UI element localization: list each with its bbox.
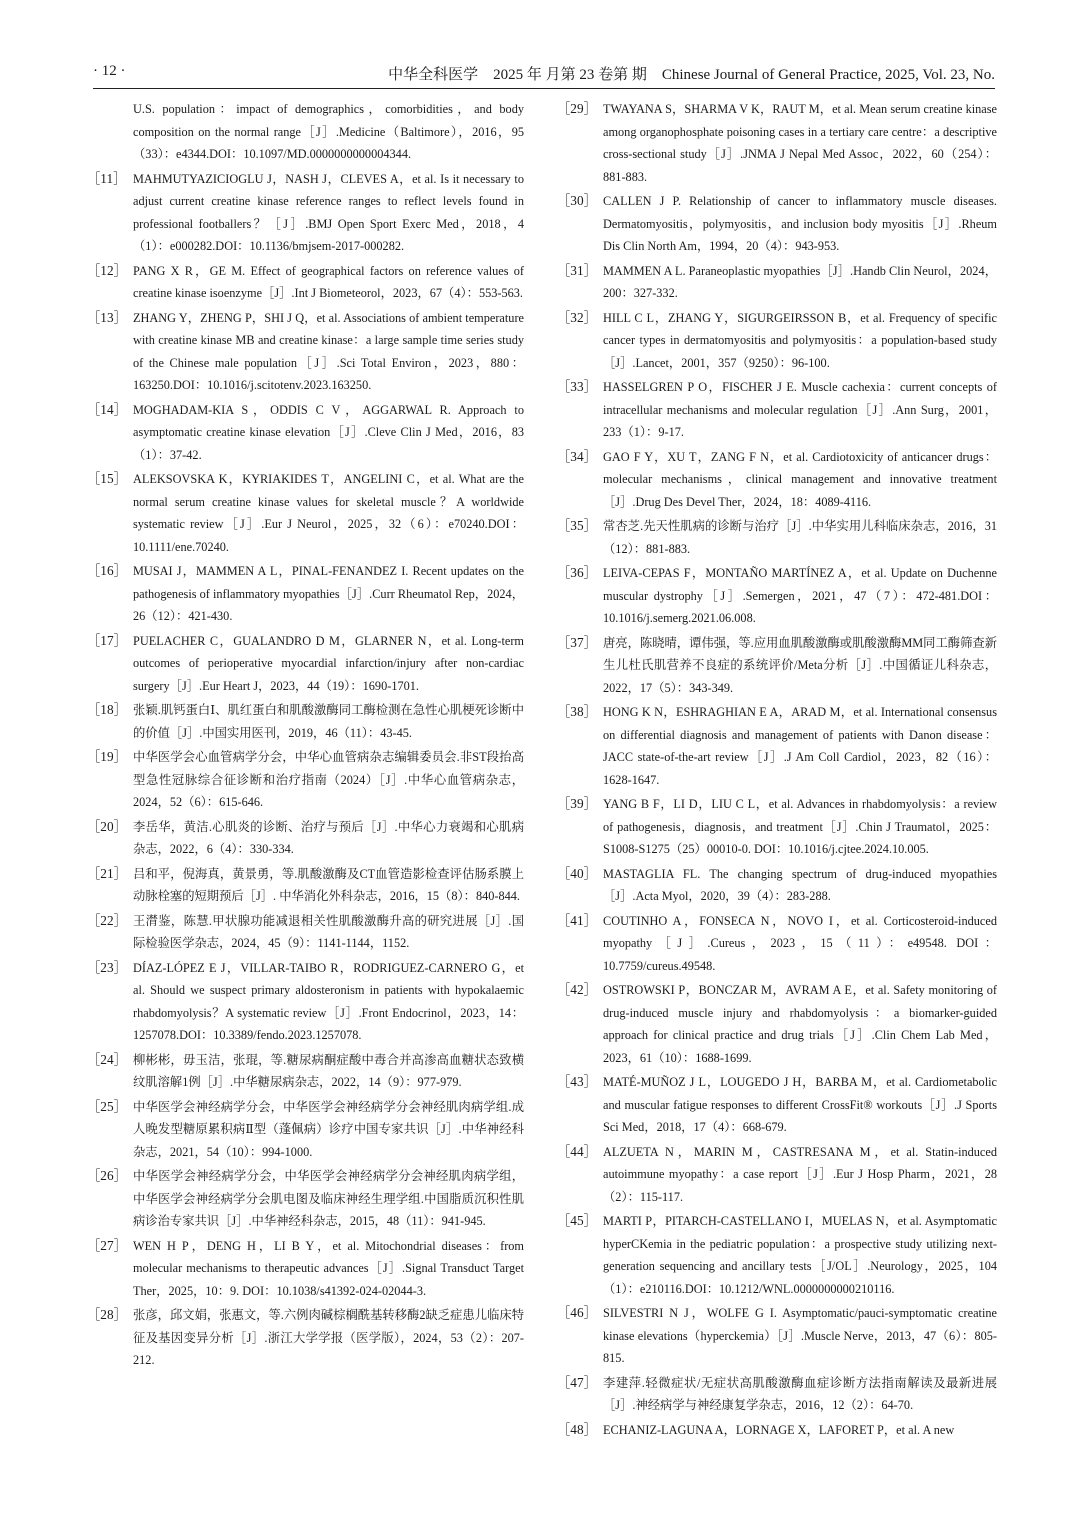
reference-entry <box>87 468 524 558</box>
reference-number: ［24］ <box>87 1051 127 1067</box>
reference-number: ［12］ <box>87 262 127 278</box>
reference-entry <box>557 1210 997 1300</box>
reference-number: ［19］ <box>87 749 127 764</box>
reference-entry <box>87 1165 524 1233</box>
reference-number: ［28］ <box>87 1307 127 1322</box>
reference-number: ［25］ <box>87 1098 127 1114</box>
reference-text: U.S. population：impact of demographics，comorbidities，and body composition on the normal range［J］.Medicine（Baltimore），2016，95（33）：e4344.DOI：10.1097/MD.0000000000004344. <box>133 102 524 161</box>
reference-number: ［40］ <box>557 865 597 881</box>
reference-text: HONG K N，ESHRAGHIAN E A，ARAD M，et al. International consensus on differential diagnosis and management of patients with Danon disease：JACC state-of-the-art review［J］.J Am Coll Cardiol，2023，82（16）：1628-1647. <box>603 705 997 787</box>
reference-text: LEIVA-CEPAS F，MONTAÑO MARTÍNEZ A，et al. Update on Duchenne muscular dystrophy［J］.Semergen，2021，47（7）：472-481.DOI：10.1016/j.semerg.2021.06.008. <box>603 566 997 625</box>
reference-text: HASSELGREN P O，FISCHER J E. Muscle cachexia：current concepts of intracellular mechanisms and molecular regulation［J］.Ann Surg，2001，233（1）：9-17. <box>603 380 997 439</box>
reference-entry <box>87 863 524 908</box>
reference-text: PANG X R，GE M. Effect of geographical factors on reference values of creatine kinase isoenzyme［J］.Int J Biometeorol，2023，67（4）：553-563. <box>133 263 524 300</box>
reference-text: WEN H P，DENG H，LI B Y，et al. Mitochondrial diseases：from molecular mechanisms to therapeutic advances［J］.Signal Transduct Target Ther，2025，10：9. DOI：10.1038/s41392-024-02044-3. <box>133 1238 524 1298</box>
page-header <box>93 62 995 89</box>
reference-text: YANG B F，LI D，LIU C L，et al. Advances in rhabdomyolysis：a review of pathogenesis，diagnosis，and treatment［J］.Chin J Traumatol，2025：S1008-S1275（25）00010-0. DOI：10.1016/j.cjtee.2024.10.005. <box>603 797 997 856</box>
reference-text: ECHANIZ-LAGUNA A，LORNAGE X，LAFORET P，et al. A new <box>603 1422 955 1437</box>
reference-number: ［14］ <box>87 401 127 417</box>
reference-text: ZHANG Y，ZHENG P，SHI J Q，et al. Associations of ambient temperature with creatine kinase MB and creatine kinase：a large sample time series study of the Chinese male population［J］.Sci Total Environ，2023，880：163250.DOI：10.1016/j.scitotenv.2023.163250. <box>133 310 524 392</box>
reference-entry <box>87 260 524 305</box>
reference-entry <box>557 632 997 700</box>
reference-number: ［35］ <box>557 518 597 533</box>
reference-text: 柳彬彬，毋玉洁，张琨，等.糖尿病酮症酸中毒合并高渗高血糖状态致横纹肌溶解1例［J］.中华糖尿病杂志，2022，14（9）：977-979. <box>133 1052 524 1089</box>
reference-text: MAMMEN A L. Paraneoplastic myopathies［J］.Handb Clin Neurol，2024，200：327-332. <box>603 263 997 300</box>
reference-text: ALZUETA N，MARIN M，CASTRESANA M，et al. Statin-induced autoimmune myopathy：a case report［J］.Eur J Hosp Pharm，2021，28（2）：115-117. <box>603 1144 997 1204</box>
reference-entry <box>87 560 524 628</box>
reference-text: MATÉ-MUÑOZ J L，LOUGEDO J H，BARBA M，et al. Cardiometabolic and muscular fatigue responses to different CrossFit® workouts［J］.J Sports Sci Med，2018，17（4）：668-679. <box>603 1075 997 1134</box>
reference-number: ［26］ <box>87 1168 127 1183</box>
reference-entry <box>557 515 997 560</box>
reference-entry <box>87 1235 524 1303</box>
reference-number: ［18］ <box>87 702 127 717</box>
reference-entry <box>87 1096 524 1164</box>
reference-entry <box>557 1372 997 1417</box>
reference-number: ［17］ <box>87 632 127 648</box>
reference-number: ［47］ <box>557 1374 597 1390</box>
reference-number: ［39］ <box>557 796 597 811</box>
reference-number: ［34］ <box>557 448 597 464</box>
reference-number: ［29］ <box>557 101 597 116</box>
reference-entry <box>557 260 997 305</box>
reference-entry <box>557 979 997 1069</box>
reference-number: ［15］ <box>87 471 127 486</box>
reference-entry <box>557 701 997 791</box>
reference-text: ALEKSOVSKA K，KYRIAKIDES T，ANGELINI C，et al. What are the normal serum creatine kinase values for skeletal muscle？A worldwide systematic review［J］.Eur J Neurol，2025，32（6）：e70240.DOI：10.1111/ene.70240. <box>133 472 524 554</box>
reference-text: MASTAGLIA FL. The changing spectrum of drug-induced myopathies［J］.Acta Myol，2020，39（4）：283-288. <box>603 866 997 903</box>
reference-entry <box>557 190 997 258</box>
page-number: · 12 · <box>93 63 126 79</box>
reference-text: COUTINHO A，FONSECA N，NOVO I，et al. Corticosteroid-induced myopathy［J］.Cureus，2023，15（11）：e49548. DOI：10.7759/cureus.49548. <box>603 913 997 973</box>
reference-text: 中华医学会神经病学分会，中华医学会神经病学分会神经肌肉病学组.成人晚发型糖原累积病Ⅱ型（蓬佩病）诊疗中国专家共识［J］.中华神经科杂志，2021，54（10）：994-1000. <box>133 1099 524 1159</box>
reference-number: ［30］ <box>557 193 597 208</box>
reference-number: ［16］ <box>87 563 127 578</box>
reference-number: ［48］ <box>557 1421 597 1437</box>
reference-entry <box>557 863 997 908</box>
reference-text: MOGHADAM-KIA S，ODDIS C V，AGGARWAL R. Approach to asymptomatic creatine kinase elevation［J］.Cleve Clin J Med，2016，83（1）：37-42. <box>133 402 524 462</box>
reference-entry <box>87 307 524 397</box>
reference-number: ［32］ <box>557 309 597 325</box>
reference-text: PUELACHER C，GUALANDRO D M，GLARNER N，et al. Long-term outcomes of perioperative myocardial infarction/injury after non-cardiac surgery［J］.Eur Heart J，2023，44（19）：1690-1701. <box>133 633 524 693</box>
reference-text: GAO F Y，XU T，ZANG F N，et al. Cardiotoxicity of anticancer drugs：molecular mechanisms，clinical management and innovative treatment［J］.Drug Des Devel Ther，2024，18：4089-4116. <box>603 449 997 509</box>
reference-entry <box>87 910 524 955</box>
reference-entry <box>557 910 997 978</box>
reference-text: OSTROWSKI P，BONCZAR M，AVRAM A E，et al. Safety monitoring of drug-induced muscle injury and rhabdomyolysis：a biomarker-guided approach for clinical practice and drug trials［J］.Clin Chem Lab Med，2023，61（10）：1688-1699. <box>603 983 997 1065</box>
reference-text: 中华医学会心血管病学分会，中华心血管病杂志编辑委员会.非ST段抬高型急性冠脉综合征诊断和治疗指南（2024）［J］.中华心血管病杂志，2024，52（6）：615-646. <box>133 750 524 809</box>
reference-number: ［33］ <box>557 379 597 394</box>
reference-number: ［46］ <box>557 1305 597 1320</box>
reference-number: ［27］ <box>87 1237 127 1253</box>
reference-text: 李建萍.轻微症状/无症状高肌酸激酶血症诊断方法指南解读及最新进展［J］.神经病学与神经康复学杂志，2016，12（2）：64-70. <box>603 1375 997 1412</box>
reference-entry <box>557 1419 997 1442</box>
reference-text: CALLEN J P. Relationship of cancer to inflammatory muscle diseases. Dermatomyositis，polymyositis，and inclusion body myositis［J］.Rheum Dis Clin North Am，1994，20（4）：943-953. <box>603 194 997 253</box>
reference-entry <box>87 957 524 1047</box>
reference-number: ［41］ <box>557 912 597 928</box>
reference-number: ［44］ <box>557 1143 597 1159</box>
reference-number: ［22］ <box>87 912 127 928</box>
reference-text: DÍAZ-LÓPEZ E J，VILLAR-TAIBO R，RODRIGUEZ-CARNERO G，et al. Should we suspect primary aldosteronism in patients with hypokalaemic rhabdomyolysis？A systematic review［J］.Front Endocrinol，2023，14：1257078.DOI：10.3389/fendo.2023.1257078. <box>133 960 524 1042</box>
reference-number: ［20］ <box>87 818 127 834</box>
reference-entry <box>557 1071 997 1139</box>
reference-entry <box>87 816 524 861</box>
reference-entry <box>87 1049 524 1094</box>
reference-entry <box>87 399 524 467</box>
reference-entry <box>87 168 524 258</box>
reference-number: ［45］ <box>557 1213 597 1228</box>
reference-number: ［37］ <box>557 634 597 650</box>
reference-entry <box>557 307 997 375</box>
reference-number: ［21］ <box>87 865 127 881</box>
reference-text: 王潸鉴，陈慧.甲状腺功能减退相关性肌酸激酶升高的研究进展［J］.国际检验医学杂志，2024，45（9）：1141-1144，1152. <box>133 913 524 950</box>
reference-entry <box>87 1304 524 1372</box>
reference-text: 吕和平，倪海真，黄景勇，等.肌酸激酶及CT血管造影检查评估肠系膜上动脉栓塞的短期预后［J］. 中华消化外科杂志，2016，15（8）：840-844. <box>133 866 524 903</box>
reference-text: 李岳华，黄洁.心肌炎的诊断、治疗与预后［J］.中华心力衰竭和心肌病杂志，2022，6（4）：330-334. <box>133 819 524 856</box>
reference-text: 中华医学会神经病学分会，中华医学会神经病学分会神经肌肉病学组，中华医学会神经病学分会肌电图及临床神经生理学组.中国脂质沉积性肌病诊治专家共识［J］.中华神经科杂志，2015，48（11）：941-945. <box>133 1169 524 1228</box>
reference-entry <box>557 1302 997 1370</box>
reference-text: TWAYANA S，SHARMA V K，RAUT M，et al. Mean serum creatine kinase among organophosphate poisoning cases in a tertiary care centre：a descriptive cross-sectional study［J］.JNMA J Nepal Med Assoc，2022，60（254）：881-883. <box>603 102 997 184</box>
reference-entry <box>87 746 524 814</box>
reference-text: MUSAI J，MAMMEN A L，PINAL-FENANDEZ I. Recent updates on the pathogenesis of inflammatory myopathies［J］.Curr Rheumatol Rep，2024，26（12）：421-430. <box>133 564 524 623</box>
reference-entry <box>87 630 524 698</box>
reference-text: MARTI P，PITARCH-CASTELLANO I，MUELAS N，et al. Asymptomatic hyperCKemia in the pediatric population：a prospective study utilizing next-generation sequencing and ancillary tests［J/OL］.Neurology，2025，104（1）：e210116.DOI：10.1212/WNL.0000000000210116. <box>603 1214 997 1296</box>
reference-text: 张彦，邱文娟，张惠文，等.六例肉碱棕榈酰基转移酶2缺乏症患儿临床特征及基因变异分析［J］.浙江大学学报（医学版），2024，53（2）：207-212. <box>133 1308 524 1367</box>
reference-entry <box>557 98 997 188</box>
reference-entry <box>557 562 997 630</box>
reference-text: SILVESTRI N J，WOLFE G I. Asymptomatic/pauci-symptomatic creatine kinase elevations（hyperckemia）［J］.Muscle Nerve，2013，47（6）：805-815. <box>603 1306 997 1365</box>
reference-entry-continuation <box>87 98 524 166</box>
reference-number: ［11］ <box>87 170 127 186</box>
reference-list-right-column <box>557 98 997 1443</box>
reference-entry <box>557 793 997 861</box>
reference-entry <box>87 699 524 744</box>
reference-number: ［38］ <box>557 704 597 719</box>
reference-text: 张颖.肌钙蛋白Ⅰ、肌红蛋白和肌酸激酶同工酶检测在急性心肌梗死诊断中的价值［J］.中国实用医刊，2019，46（11）：43-45. <box>133 703 524 740</box>
reference-entry <box>557 1141 997 1209</box>
reference-number: ［13］ <box>87 309 127 325</box>
reference-entry <box>557 376 997 444</box>
reference-number: ［36］ <box>557 565 597 580</box>
reference-entry <box>557 446 997 514</box>
reference-text: MAHMUTYAZICIOGLU J，NASH J，CLEVES A，et al. Is it necessary to adjust current creatine kinase reference ranges to reflect levels found in professional footballers？［J］.BMJ Open Sport Exerc Med，2018，4（1）：e000282.DOI：10.1136/bmjsem-2017-000282. <box>133 171 524 253</box>
reference-text: 常杏芝.先天性肌病的诊断与治疗［J］.中华实用儿科临床杂志，2016，31（12）：881-883. <box>603 519 997 556</box>
reference-text: 唐亮，陈晓晴，谭伟强，等.应用血肌酸激酶或肌酸激酶MM同工酶筛查新生儿杜氏肌营养不良症的系统评价/Meta分析［J］.中国循证儿科杂志，2022，17（5）：343-349. <box>603 635 997 695</box>
reference-number: ［31］ <box>557 262 597 278</box>
reference-text: HILL C L，ZHANG Y，SIGURGEIRSSON B，et al. Frequency of specific cancer types in dermatomyositis and polymyositis：a population-based study［J］.Lancet，2001，357（9250）：96-100. <box>603 310 997 370</box>
reference-number: ［23］ <box>87 959 127 975</box>
reference-number: ［43］ <box>557 1074 597 1089</box>
reference-list-left-column <box>87 98 524 1374</box>
journal-running-title: 中华全科医学 2025 年 月第 23 卷第 期 Chinese Journal of General Practice, 2025, Vol. 23, No. <box>388 67 995 83</box>
reference-number: ［42］ <box>557 982 597 997</box>
